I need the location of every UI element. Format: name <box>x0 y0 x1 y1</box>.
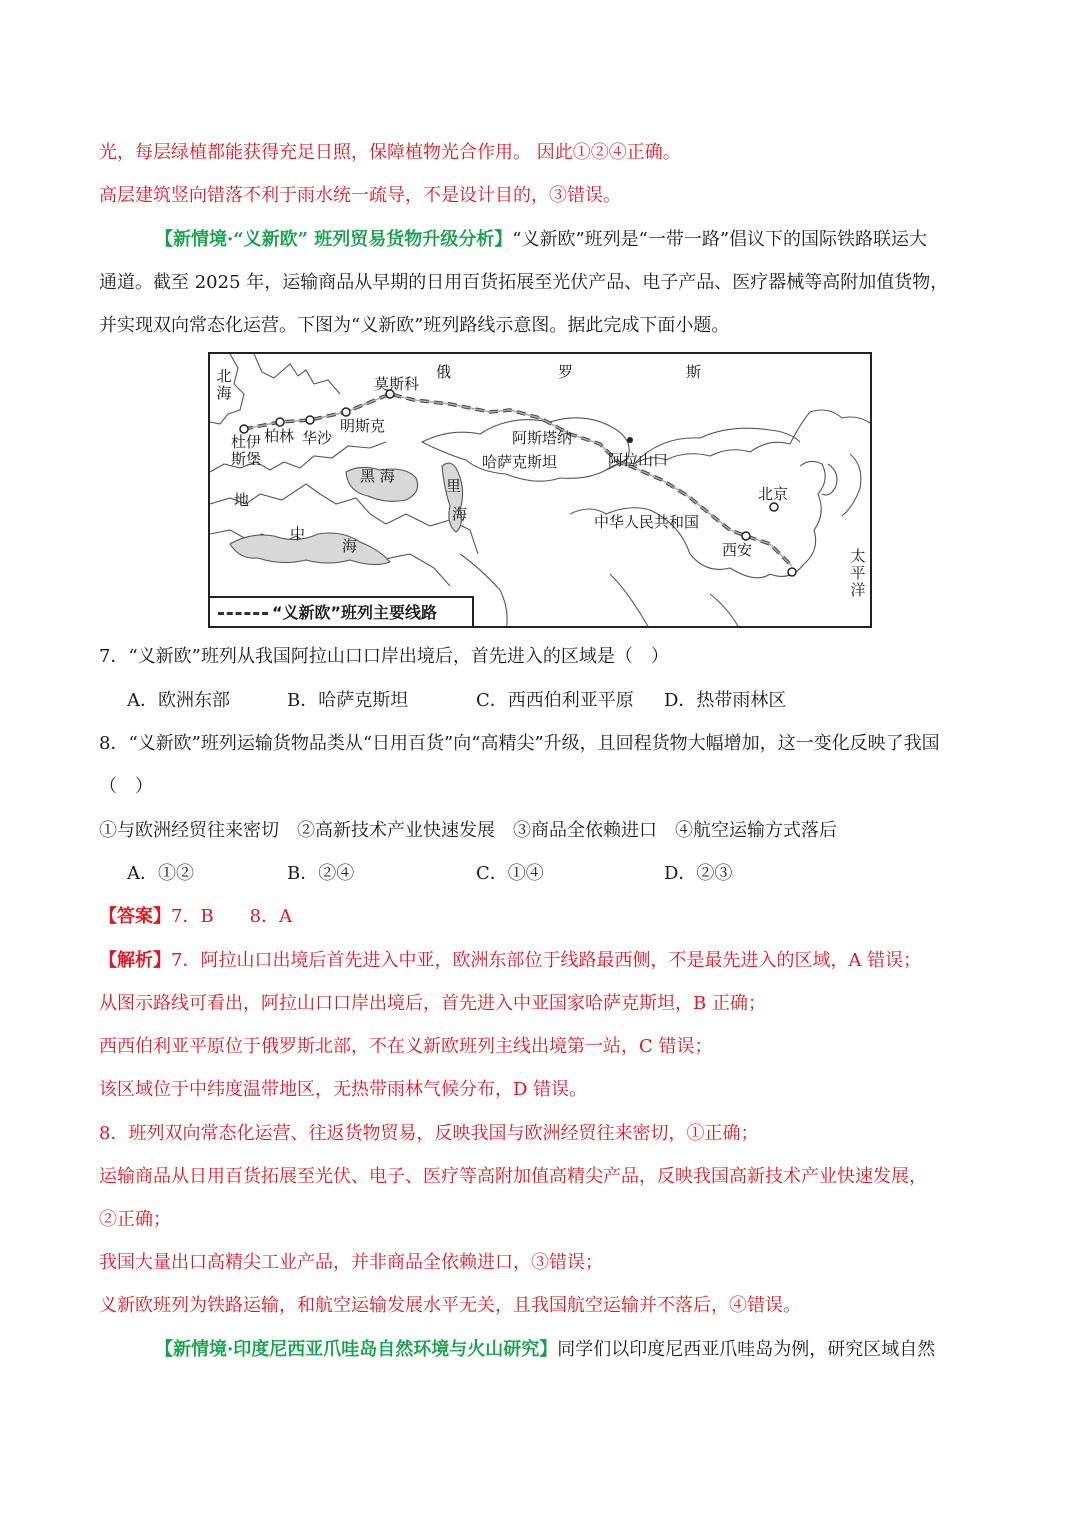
q8-option-c[interactable]: C．①④ <box>476 863 544 884</box>
map-label-north-sea: 北海 <box>216 367 232 402</box>
legend-text: “义新欧”班列主要线路 <box>272 603 438 622</box>
map-label-alashankou: 阿拉山口 <box>608 451 669 469</box>
q8-option-a[interactable]: A．①② <box>127 863 194 884</box>
map-label-warsaw: 华沙 <box>302 429 333 447</box>
map-legend <box>210 596 474 626</box>
analysis-line: 8．班列双向常态化运营、往返货物贸易，反映我国与欧洲经贸往来密切，①正确； <box>99 1123 759 1144</box>
route-map <box>208 352 872 628</box>
q8-option-d[interactable]: D．②③ <box>664 863 733 884</box>
analysis-tag: 【解析】 <box>99 950 171 971</box>
map-label-moscow: 莫斯科 <box>374 375 420 393</box>
map-label-minsk: 明斯克 <box>340 417 386 435</box>
q8-option-b[interactable]: B．②④ <box>287 863 355 884</box>
map-label-duisburg: 杜伊斯堡 <box>230 433 261 468</box>
question-8-items: ①与欧洲经贸往来密切 ②高新技术产业快速发展 ③商品全依赖进口 ④航空运输方式落后 <box>99 820 837 841</box>
analysis-line: 我国大量出口高精尖工业产品，并非商品全依赖进口，③错误； <box>99 1252 603 1273</box>
analysis-line: 从图示路线可看出，阿拉山口口岸出境后，首先进入中亚国家哈萨克斯坦，B 正确； <box>99 993 766 1014</box>
map-label-russia: 罗 <box>558 363 574 381</box>
q7-option-b[interactable]: B．哈萨克斯坦 <box>287 690 409 711</box>
analysis-line: 西西伯利亚平原位于俄罗斯北部，不在义新欧班列主线出境第一站，C 错误； <box>99 1036 713 1057</box>
analysis-text: 7．阿拉山口出境后首先进入中亚，欧洲东部位于线路最西侧，不是最先进入的区域，A 错误； <box>171 950 922 971</box>
question-8-stem-paren: （ ） <box>99 776 153 797</box>
legend-route-symbol <box>218 612 268 615</box>
map-label-caspian: 海 <box>452 505 468 523</box>
context-text: 同学们以印度尼西亚爪哇岛为例，研究区域自然 <box>557 1339 936 1360</box>
context-text: “义新欧”班列是“一带一路”倡议下的国际铁路联运大 <box>512 229 928 250</box>
map-label-astana: 阿斯塔纳 <box>512 429 573 447</box>
map-label-berlin: 柏林 <box>264 427 295 445</box>
context-tag: 【新情境·“义新欧” 班列贸易货物升级分析】 <box>155 229 513 250</box>
q7-option-d[interactable]: D．热带雨林区 <box>664 690 787 711</box>
map-label-caspian: 里 <box>446 477 462 495</box>
answer-line <box>99 904 990 930</box>
analysis-line: ②正确； <box>99 1209 171 1230</box>
analysis-line: 该区域位于中纬度温带地区，无热带雨林气候分布，D 错误。 <box>99 1079 588 1100</box>
q7-option-a[interactable]: A．欧洲东部 <box>127 690 230 711</box>
analysis-line <box>99 948 990 974</box>
map-label-mediterranean: 地 <box>234 491 250 509</box>
context-intro <box>155 227 990 253</box>
analysis-line: 运输商品从日用百货拓展至光伏、电子、医疗等高附加值高精尖产品，反映我国高新技术产业快速发展， <box>99 1166 927 1187</box>
context-intro <box>155 1337 990 1363</box>
prev-analysis-line: 光，每层绿植都能获得充足日照，保障植物光合作用。 因此①②④正确。 <box>99 142 681 163</box>
map-label-mediterranean: 海 <box>342 537 358 555</box>
context-tag: 【新情境·印度尼西亚爪哇岛自然环境与火山研究】 <box>155 1339 558 1360</box>
q7-option-c[interactable]: C．西西伯利亚平原 <box>476 690 634 711</box>
map-label-xian: 西安 <box>722 541 753 559</box>
question-8-stem: 8．“义新欧”班列运输货物品类从“日用百货”向“高精尖”升级，且回程货物大幅增加，这一变化反映了我国 <box>99 733 940 754</box>
map-label-russia: 斯 <box>686 363 702 381</box>
map-label-beijing: 北京 <box>758 485 789 503</box>
prev-analysis-line: 高层建筑竖向错落不利于雨水统一疏导，不是设计目的，③错误。 <box>99 185 621 206</box>
answer-text: 7．B 8．A <box>171 906 293 927</box>
analysis-line: 义新欧班列为铁路运输，和航空运输发展水平无关，且我国航空运输并不落后，④错误。 <box>99 1295 801 1316</box>
question-7-stem: 7．“义新欧”班列从我国阿拉山口口岸出境后，首先进入的区域是（ ） <box>99 646 669 667</box>
map-label-russia: 俄 <box>436 363 452 381</box>
map-label-black-sea: 黑 海 <box>360 467 395 485</box>
context-text-line: 通道。截至 2025 年，运输商品从早期的日用百货拓展至光伏产品、电子产品、医疗器械等高附加值货物， <box>99 272 949 293</box>
answer-tag: 【答案】 <box>99 906 171 927</box>
map-label-pacific: 太平洋 <box>850 547 866 599</box>
map-label-kazakhstan: 哈萨克斯坦 <box>482 453 558 471</box>
context-text-line: 并实现双向常态化运营。下图为“义新欧”班列路线示意图。据此完成下面小题。 <box>99 315 730 336</box>
map-label-china: 中华人民共和国 <box>594 513 700 531</box>
map-label-mediterranean: 中 <box>290 525 306 543</box>
